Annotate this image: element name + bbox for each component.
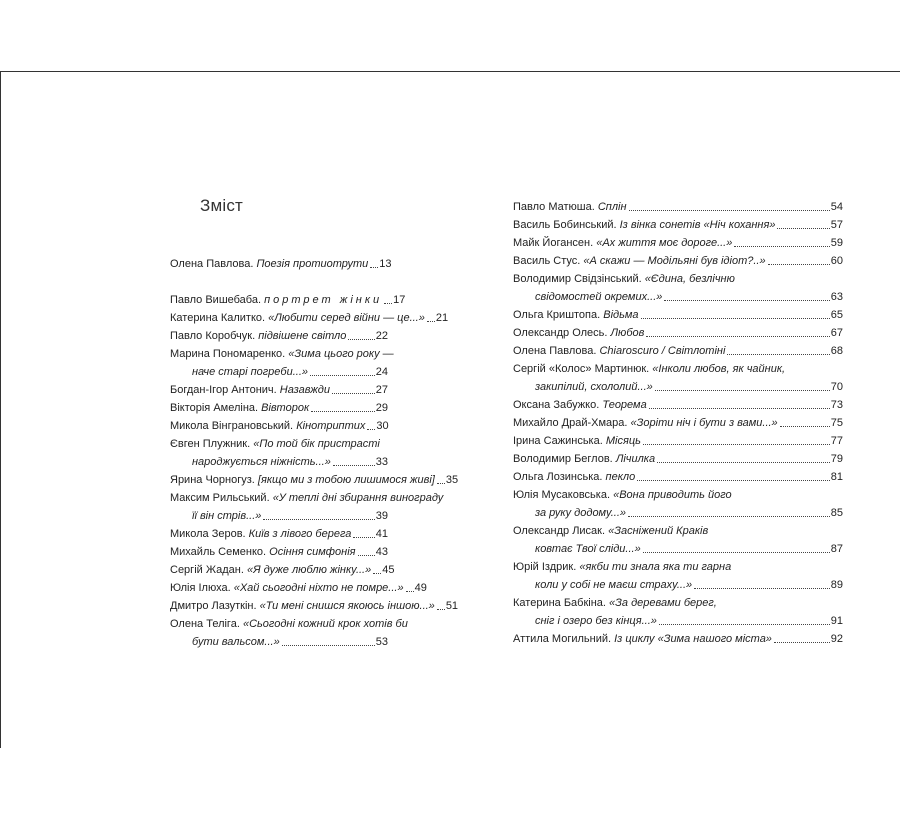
toc-page-number: 79: [830, 453, 843, 465]
toc-entry: [170, 618, 408, 649]
toc-entry: [513, 399, 843, 412]
toc-author: Павло Вишебаба.: [170, 294, 262, 306]
toc-entry: [170, 402, 388, 415]
toc-author: Ірина Сажинська.: [513, 435, 603, 447]
toc-author: Ольга Криштопа.: [513, 309, 601, 321]
toc-entry: [170, 420, 388, 433]
toc-leader-dots: [659, 624, 830, 625]
toc-leader-dots: [310, 375, 375, 376]
toc-title: «У теплі дні збирання винограду: [272, 492, 444, 504]
toc-title: «Інколи любов, як чайник,: [652, 363, 786, 375]
toc-leader-dots: [657, 462, 830, 463]
toc-page-number: 45: [382, 564, 395, 576]
toc-leader-dots: [311, 411, 375, 412]
toc-leader-dots: [353, 537, 374, 538]
toc-title: «Ти мені снишся якоюсь іншою...»: [259, 600, 435, 612]
toc-author: Олександр Лисак.: [513, 525, 606, 537]
toc-leader-dots: [358, 555, 375, 556]
toc-entry: [170, 258, 392, 271]
toc-author: Олена Павлова.: [513, 345, 597, 357]
toc-page-number: 17: [393, 294, 406, 306]
toc-title: «Засніжений Краків: [608, 525, 709, 537]
toc-page-number: 39: [375, 510, 388, 522]
toc-page-number: 63: [830, 291, 843, 303]
left-border-line: [0, 71, 1, 748]
toc-author: Сергій Жадан.: [170, 564, 244, 576]
toc-title: «Зима цього року —: [288, 348, 394, 360]
toc-author: Володимир Свідзінський.: [513, 273, 642, 285]
toc-title: «Сьогодні кожний крок хотів би: [242, 618, 408, 630]
toc-author: Олександр Олесь.: [513, 327, 608, 339]
page-title: Зміст: [200, 196, 244, 215]
toc-title: Вівторок: [261, 402, 310, 414]
toc-leader-dots: [774, 642, 830, 643]
toc-page-number: 59: [830, 237, 843, 249]
toc-entry: [170, 348, 394, 379]
toc-title: Місяць: [605, 435, 641, 447]
toc-title-continued: сніг і озеро без кінця...»: [535, 615, 657, 627]
toc-title-continued: народжується ніжність...»: [192, 456, 331, 468]
toc-entry: [170, 330, 388, 343]
toc-entry: [513, 255, 843, 268]
toc-author: Михайль Семенко.: [170, 546, 267, 558]
toc-page-number: 41: [375, 528, 388, 540]
toc-title: «За деревами берег,: [609, 597, 717, 609]
toc-entry: [513, 561, 843, 592]
toc-entry: [513, 489, 843, 520]
toc-page-number: 21: [435, 312, 449, 324]
toc-page-number: 73: [830, 399, 843, 411]
toc-title: «Ах життя моє дороге...»: [596, 237, 733, 249]
toc-entry: [170, 600, 459, 613]
toc-title: Сплін: [597, 201, 627, 213]
toc-page-number: 77: [830, 435, 843, 447]
toc-entry: [170, 474, 459, 487]
toc-leader-dots: [655, 390, 830, 391]
toc-leader-dots: [373, 573, 381, 574]
toc-author: Михайло Драй-Хмара.: [513, 417, 628, 429]
toc-author: Олена Теліга.: [170, 618, 240, 630]
toc-title: пекло: [605, 471, 636, 483]
toc-entry: [513, 201, 843, 214]
toc-title: [якщо ми з тобою лишимося живі]: [257, 474, 435, 486]
toc-author: Микола Зеров.: [170, 528, 246, 540]
toc-leader-dots: [637, 480, 830, 481]
toc-title: Назавжди: [279, 384, 330, 396]
toc-page-number: 54: [830, 201, 843, 213]
toc-leader-dots: [643, 444, 830, 445]
toc-author: Микола Вінграновський.: [170, 420, 294, 432]
toc-entry: [513, 471, 843, 484]
toc-page-number: 24: [375, 366, 388, 378]
toc-leader-dots: [427, 321, 435, 322]
toc-entry: [170, 528, 388, 541]
toc-leader-dots: [646, 336, 829, 337]
toc-title: Chiaroscuro / Світлотіні: [599, 345, 726, 357]
toc-title: «якби ти знала яка ти гарна: [579, 561, 732, 573]
toc-page-number: 33: [375, 456, 388, 468]
toc-author: Оксана Забужко.: [513, 399, 600, 411]
toc-entry: [513, 597, 843, 628]
toc-page-number: 22: [375, 330, 388, 342]
toc-leader-dots: [777, 228, 829, 229]
toc-leader-dots: [629, 210, 830, 211]
toc-author: Юрій Іздрик.: [513, 561, 577, 573]
toc-leader-dots: [768, 264, 830, 265]
toc-page-number: 30: [376, 420, 389, 432]
toc-title: Київ з лівого берега: [248, 528, 352, 540]
toc-leader-dots: [437, 609, 445, 610]
toc-title: Із циклу «Зима нашого міста»: [614, 633, 772, 645]
toc-leader-dots: [664, 300, 829, 301]
toc-leader-dots: [367, 429, 375, 430]
toc-title: «А скажи — Модільяні був ідіот?..»: [583, 255, 766, 267]
toc-leader-dots: [332, 393, 375, 394]
toc-entry: [170, 312, 449, 325]
toc-author: Володимир Беглов.: [513, 453, 613, 465]
toc-entry: [513, 309, 843, 322]
toc-entry: [513, 327, 843, 340]
toc-title-continued: свідомостей окремих...»: [535, 291, 663, 303]
toc-leader-dots: [333, 465, 375, 466]
toc-leader-dots: [437, 483, 445, 484]
toc-entry: [513, 417, 843, 430]
toc-leader-dots: [370, 267, 378, 268]
toc-title: «Вона приводить його: [613, 489, 732, 501]
toc-title: Лічилка: [615, 453, 656, 465]
toc-title: «Я дуже люблю жінку...»: [246, 564, 372, 576]
toc-author: Ярина Чорногуз.: [170, 474, 255, 486]
toc-entry: [513, 633, 843, 646]
toc-author: Юлія Мусаковська.: [513, 489, 611, 501]
toc-title: «По той бік пристрасті: [253, 438, 380, 450]
toc-entry: [513, 363, 843, 394]
toc-leader-dots: [727, 354, 829, 355]
toc-author: Катерина Бабкіна.: [513, 597, 606, 609]
toc-entry: [170, 294, 406, 307]
toc-author: Катерина Калитко.: [170, 312, 266, 324]
toc-title: Осіння симфонія: [269, 546, 356, 558]
toc-page-number: 70: [830, 381, 843, 393]
toc-leader-dots: [780, 426, 830, 427]
top-border-line: [0, 71, 900, 72]
toc-page-number: 68: [830, 345, 843, 357]
toc-title: «Любити серед війни — це...»: [268, 312, 425, 324]
toc-leader-dots: [641, 318, 830, 319]
toc-title-continued: ковтає Твої сліди...»: [535, 543, 641, 555]
toc-page-number: 27: [375, 384, 388, 396]
toc-leader-dots: [734, 246, 829, 247]
toc-author: Сергій «Колос» Мартинюк.: [513, 363, 650, 375]
toc-author: Євген Плужник.: [170, 438, 251, 450]
toc-page-number: 29: [375, 402, 388, 414]
toc-entry: [170, 492, 444, 523]
toc-entry: [513, 453, 843, 466]
toc-leader-dots: [384, 303, 392, 304]
toc-entry: [513, 345, 843, 358]
toc-page-number: 35: [445, 474, 459, 486]
toc-author: Олена Павлова.: [170, 258, 254, 270]
toc-author: Павло Матюша.: [513, 201, 595, 213]
toc-title: Теорема: [602, 399, 647, 411]
toc-entry: [513, 525, 843, 556]
toc-page-number: 92: [830, 633, 843, 645]
toc-leader-dots: [282, 645, 375, 646]
toc-entry: [170, 438, 388, 469]
toc-author: Ольга Лозинська.: [513, 471, 603, 483]
toc-author: Василь Бобинський.: [513, 219, 617, 231]
toc-leader-dots: [406, 591, 414, 592]
toc-title-continued: наче старі погреби...»: [192, 366, 308, 378]
toc-page-number: 53: [375, 636, 388, 648]
toc-leader-dots: [649, 408, 830, 409]
toc-page-number: 89: [830, 579, 843, 591]
toc-author: Павло Коробчук.: [170, 330, 256, 342]
toc-leader-dots: [628, 516, 830, 517]
toc-page-number: 43: [375, 546, 388, 558]
toc-author: Максим Рильський.: [170, 492, 270, 504]
toc-page-number: 49: [414, 582, 427, 594]
toc-page-number: 75: [830, 417, 843, 429]
toc-page-number: 60: [830, 255, 843, 267]
toc-author: Майк Йогансен.: [513, 237, 594, 249]
toc-entry: [170, 582, 427, 595]
toc-title: підвішене світло: [258, 330, 347, 342]
toc-title: «Зорiти нiч i бути з вами...»: [630, 417, 778, 429]
toc-author: Богдан-Ігор Антонич.: [170, 384, 277, 396]
toc-page-number: 51: [445, 600, 459, 612]
toc-leader-dots: [263, 519, 374, 520]
toc-entry: [170, 546, 388, 559]
toc-title: портрет жінки: [264, 294, 383, 306]
toc-title: Відьма: [603, 309, 639, 321]
toc-author: Марина Пономаренко.: [170, 348, 286, 360]
toc-page-number: 81: [830, 471, 843, 483]
toc-page-number: 57: [830, 219, 843, 231]
toc-title: Поезія протиотрути: [256, 258, 369, 270]
toc-page-number: 67: [830, 327, 843, 339]
toc-entry: [170, 384, 388, 397]
toc-leader-dots: [348, 339, 374, 340]
toc-title: Кінотриптих: [296, 420, 366, 432]
toc-page-number: 13: [379, 258, 392, 270]
toc-entry: [170, 564, 395, 577]
toc-entry: [513, 237, 843, 250]
toc-page-number: 85: [830, 507, 843, 519]
toc-title: Із вінка сонетів «Ніч кохання»: [619, 219, 776, 231]
toc-author: Вікторія Амеліна.: [170, 402, 259, 414]
toc-entry: [513, 273, 843, 304]
toc-title: «Єдина, безлiчню: [644, 273, 735, 285]
toc-title-continued: її він стрів...»: [192, 510, 262, 522]
toc-page-number: 91: [830, 615, 843, 627]
toc-page-number: 87: [830, 543, 843, 555]
toc-author: Василь Стус.: [513, 255, 581, 267]
toc-author: Дмитро Лазуткін.: [170, 600, 257, 612]
toc-title: Любов: [610, 327, 645, 339]
toc-author: Аттила Могильний.: [513, 633, 612, 645]
toc-leader-dots: [643, 552, 830, 553]
toc-page-number: 65: [830, 309, 843, 321]
toc-title-continued: коли у собі не маєш страху...»: [535, 579, 693, 591]
toc-author: Юлія Ілюха.: [170, 582, 231, 594]
toc-title-continued: бути вальсом...»: [192, 636, 280, 648]
toc-title: «Хай сьогодні ніхто не помре...»: [233, 582, 404, 594]
toc-leader-dots: [694, 588, 830, 589]
toc-entry: [513, 219, 843, 232]
toc-title-continued: за руку додому...»: [535, 507, 627, 519]
toc-entry: [513, 435, 843, 448]
toc-title-continued: закипілий, схололий...»: [535, 381, 653, 393]
